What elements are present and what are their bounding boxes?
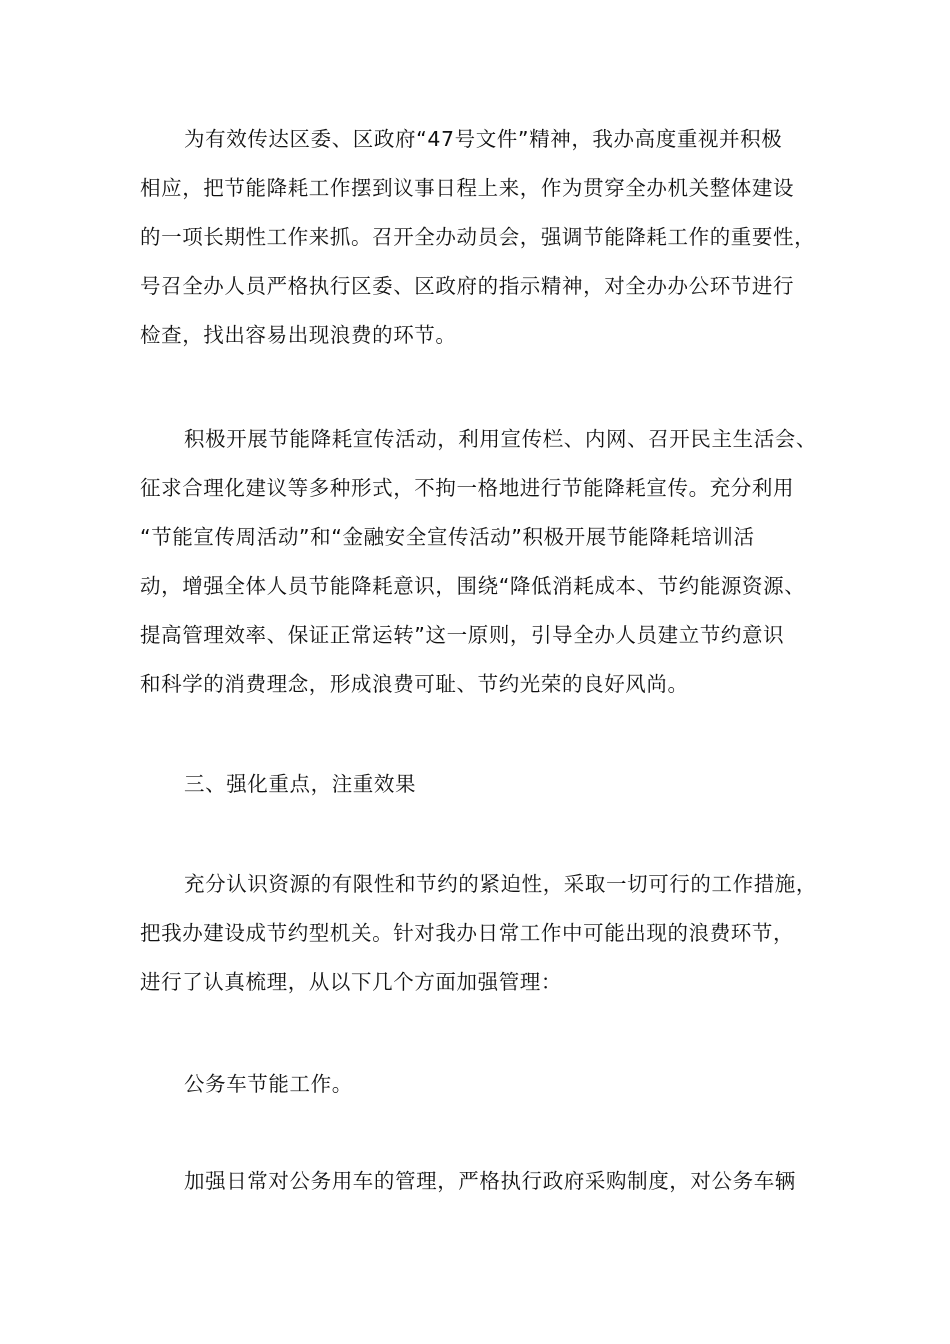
subheading-vehicle (140, 1060, 840, 1109)
text-line: 公务车节能工作。 (184, 1072, 353, 1096)
text-line: 检查，找出容易出现浪费的环节。 (140, 323, 457, 347)
text-line: 的一项长期性工作来抓。召开全办动员会，强调节能降耗工作的重要性， (140, 225, 816, 249)
text-line: “节能宣传周活动”和“金融安全宣传活动”积极开展节能降耗培训活 (140, 525, 755, 549)
paragraph-vehicle-management (140, 1157, 840, 1206)
text-line: 相应，把节能降耗工作摆到议事日程上来，作为贯穿全办机关整体建设 (140, 176, 795, 200)
paragraph-directive (140, 115, 840, 360)
text-line: 把我办建设成节约型机关。针对我办日常工作中可能出现的浪费环节， (140, 921, 795, 945)
text-line: 加强日常对公务用车的管理，严格执行政府采购制度，对公务车辆 (184, 1169, 796, 1193)
text-line: 积极开展节能降耗宣传活动，利用宣传栏、内网、召开民主生活会、 (184, 427, 817, 451)
text-line: 提高管理效率、保证正常运转”这一原则，引导全办人员建立节约意识 (140, 623, 785, 647)
text-line: 征求合理化建议等多种形式，不拘一格地进行节能降耗宣传。充分利用 (140, 476, 795, 500)
text-line: 充分认识资源的有限性和节约的紧迫性，采取一切可行的工作措施， (184, 872, 817, 896)
text-line: 为有效传达区委、区政府“47号文件”精神，我办高度重视并积极 (184, 127, 783, 151)
heading-line: 三、强化重点，注重效果 (184, 772, 417, 796)
paragraph-measures (140, 860, 840, 1007)
text-line: 和科学的消费理念，形成浪费可耻、节约光荣的良好风尚。 (140, 672, 689, 696)
text-line: 动，增强全体人员节能降耗意识，围绕“降低消耗成本、节约能源资源、 (140, 574, 806, 598)
text-line: 号召全办人员严格执行区委、区政府的指示精神，对全办办公环节进行 (140, 274, 795, 298)
section-heading (140, 760, 840, 809)
paragraph-publicity (140, 415, 840, 709)
text-line: 进行了认真梳理，从以下几个方面加强管理： (140, 970, 562, 994)
